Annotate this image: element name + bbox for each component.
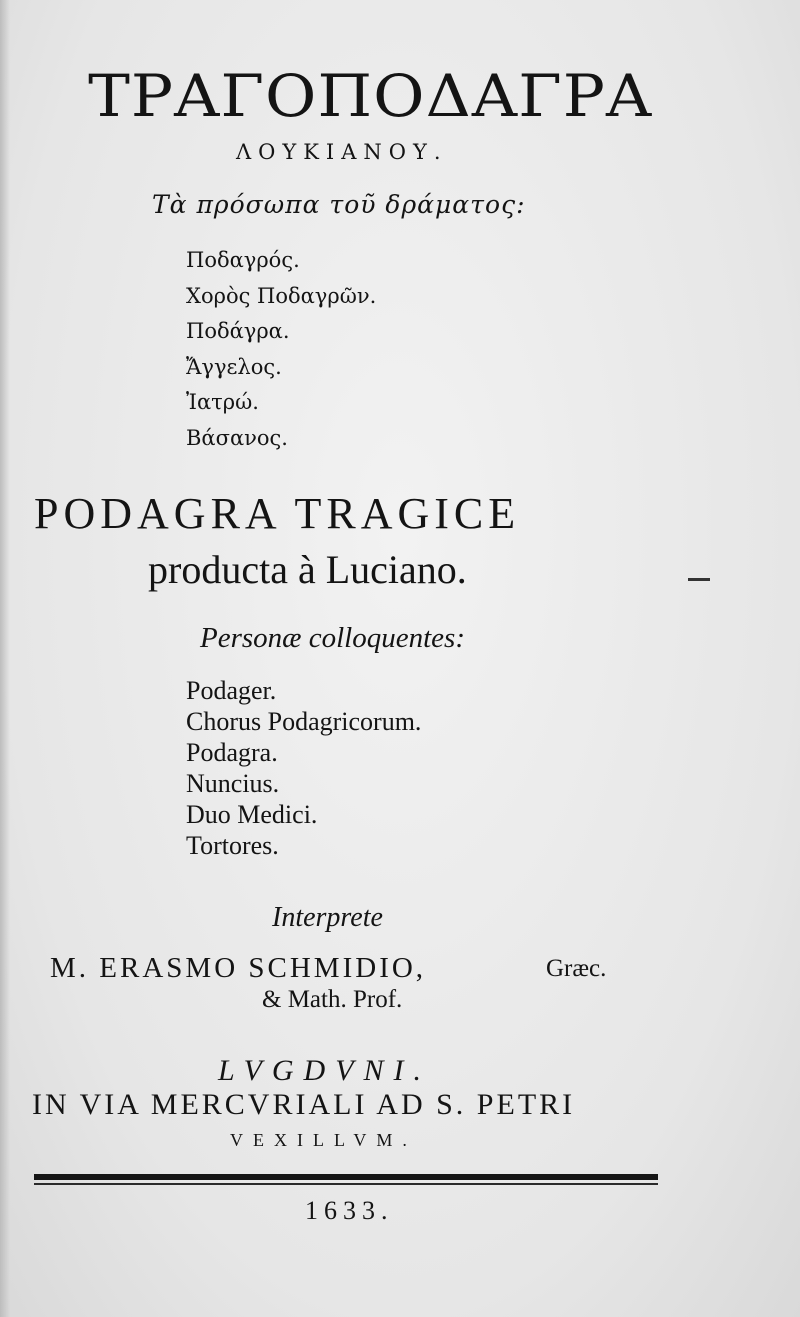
latin-character: Tortores. xyxy=(186,831,279,860)
translator-title-continued: & Math. Prof. xyxy=(262,986,403,1013)
latin-character: Podager. xyxy=(186,676,277,705)
translator-title: Græc. xyxy=(546,955,607,982)
greek-character: Ποδάγρα. xyxy=(186,319,290,343)
latin-personae-heading: Personæ colloquentes: xyxy=(200,622,465,654)
imprint-address: IN VIA MERCVRIALI AD S. PETRI xyxy=(32,1088,576,1121)
greek-character-list xyxy=(186,248,376,461)
latin-title: PODAGRA TRAGICE xyxy=(34,489,521,538)
greek-character: Βάσανος. xyxy=(186,425,288,450)
greek-author: ΛΟΥΚΙΑΝΟΥ. xyxy=(236,140,448,164)
greek-character: Ἄγγελος. xyxy=(186,354,282,379)
imprint-sign: VEXILLVM. xyxy=(230,1130,417,1150)
imprint-city: LVGDVNI. xyxy=(218,1054,432,1087)
latin-character: Podagra. xyxy=(186,738,278,767)
latin-character: Duo Medici. xyxy=(186,800,318,829)
greek-character: Ποδαγρός. xyxy=(186,248,300,272)
greek-character: Ἰατρώ. xyxy=(186,390,259,414)
latin-character: Chorus Podagricorum. xyxy=(186,707,422,736)
double-rule-thick xyxy=(34,1174,658,1180)
double-rule-thin xyxy=(34,1183,658,1185)
latin-character-list xyxy=(186,676,421,862)
greek-personae-heading: Τὰ πρόσωπα τοῦ δράματος: xyxy=(152,190,526,219)
margin-mark xyxy=(688,578,710,581)
interpreter-label: Interprete xyxy=(272,902,383,933)
imprint-year: 1633. xyxy=(305,1196,394,1225)
latin-subtitle: producta à Luciano. xyxy=(148,547,467,592)
greek-title: ΤΡΑΓΟΠΟΔΑΓΡΑ xyxy=(88,62,653,130)
page-edge-shadow xyxy=(0,0,10,1317)
greek-character: Χορὸς Ποδαγρῶν. xyxy=(186,283,377,308)
latin-character: Nuncius. xyxy=(186,769,280,798)
translator-name: M. ERASMO SCHMIDIO, xyxy=(50,952,427,984)
